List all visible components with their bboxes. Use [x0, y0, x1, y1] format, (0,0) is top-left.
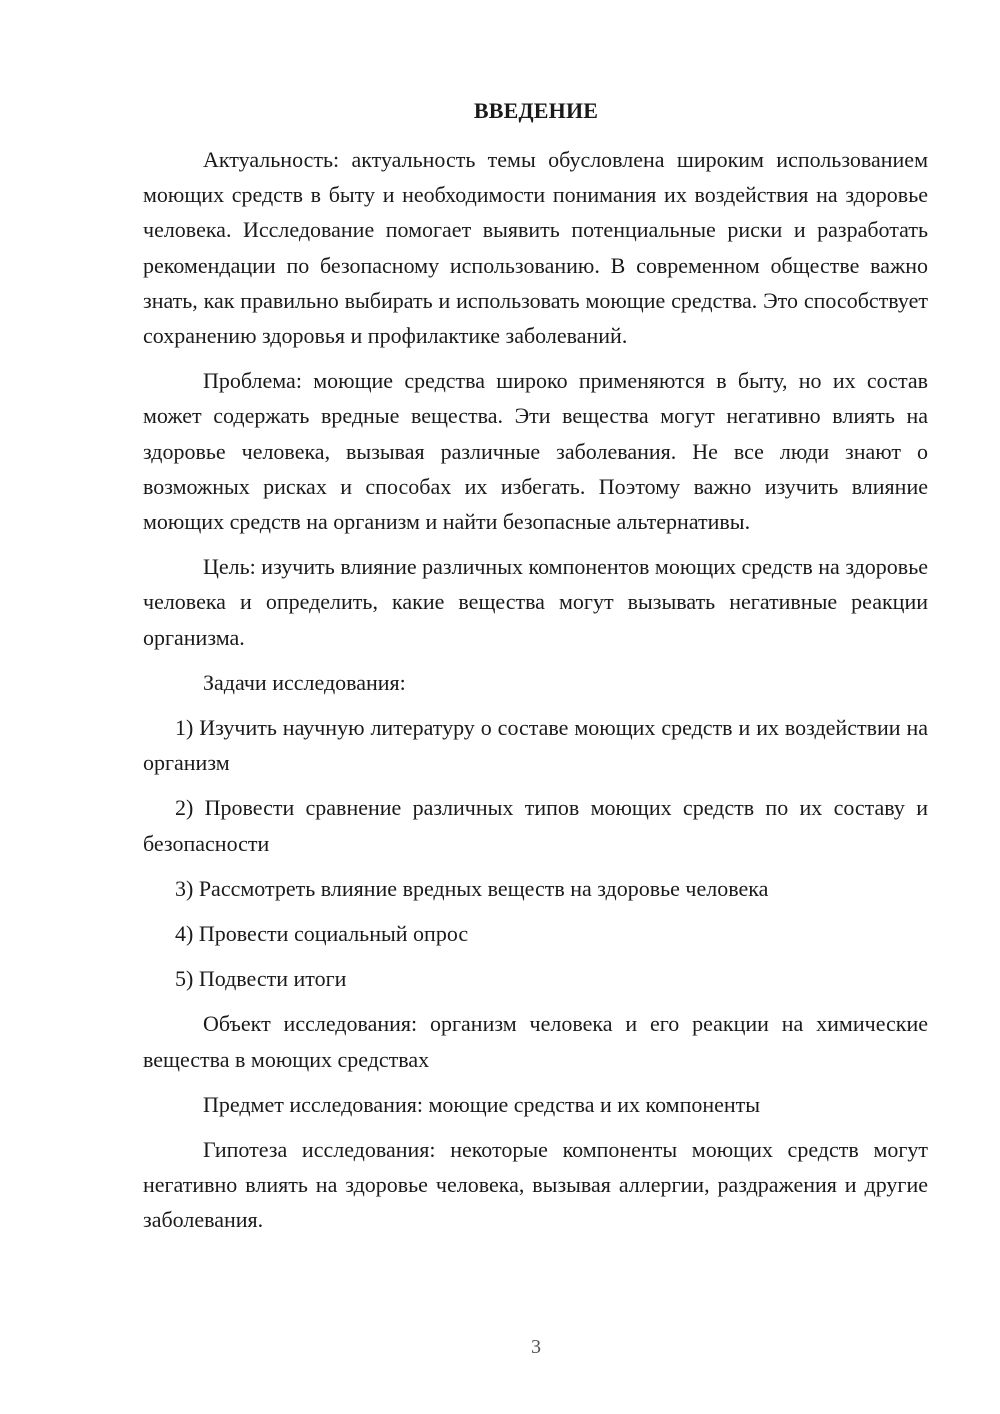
- paragraph-problem: Проблема: моющие средства широко применяются в быту, но их состав может содержать вредные вещества. Эти вещества могут негативно влиять на здоровье человека, вызывая различные заболевания. Не все люди знают о возможных рисках и способах их избегать. Поэтому важно изучить влияние моющих средств на организм и найти безопасные альтернативы.: [143, 368, 928, 535]
- task-item-4: 4) Провести социальный опрос: [175, 921, 469, 947]
- task-item-5: 5) Подвести итоги: [175, 966, 347, 992]
- paragraph-relevance: Актуальность: актуальность темы обусловлена широким использованием моющих средств в быту и необходимости понимания их воздействия на здоровье человека. Исследование помогает выявить потенциальные риски и разработать рекомендации по безопасному использованию. В современном обществе важно знать, как правильно выбирать и использовать моющие средства. Это способствует сохранению здоровья и профилактике заболеваний.: [143, 147, 928, 349]
- paragraph-subject: Предмет исследования: моющие средства и их компоненты: [203, 1091, 761, 1117]
- paragraph-object: Объект исследования: организм человека и его реакции на химические вещества в моющих средствах: [143, 1011, 928, 1072]
- task-item-2: 2) Провести сравнение различных типов моющих средств по их составу и безопасности: [143, 795, 928, 856]
- paragraph-goal: Цель: изучить влияние различных компонентов моющих средств на здоровье человека и определить, какие вещества могут вызывать негативные реакции организма.: [143, 554, 928, 650]
- page-title: ВВЕДЕНИЕ: [473, 98, 599, 123]
- page-number: 3: [531, 1336, 541, 1358]
- body-text: [143, 142, 928, 1248]
- tasks-heading: Задачи исследования:: [203, 669, 406, 695]
- task-item-1: 1) Изучить научную литературу о составе моющих средств и их воздействии на организм: [143, 715, 928, 776]
- task-item-3: 3) Рассмотреть влияние вредных веществ на здоровье человека: [175, 875, 769, 901]
- paragraph-hypothesis: Гипотеза исследования: некоторые компоненты моющих средств могут негативно влиять на здоровье человека, вызывая аллергии, раздражения и другие заболевания.: [143, 1137, 928, 1233]
